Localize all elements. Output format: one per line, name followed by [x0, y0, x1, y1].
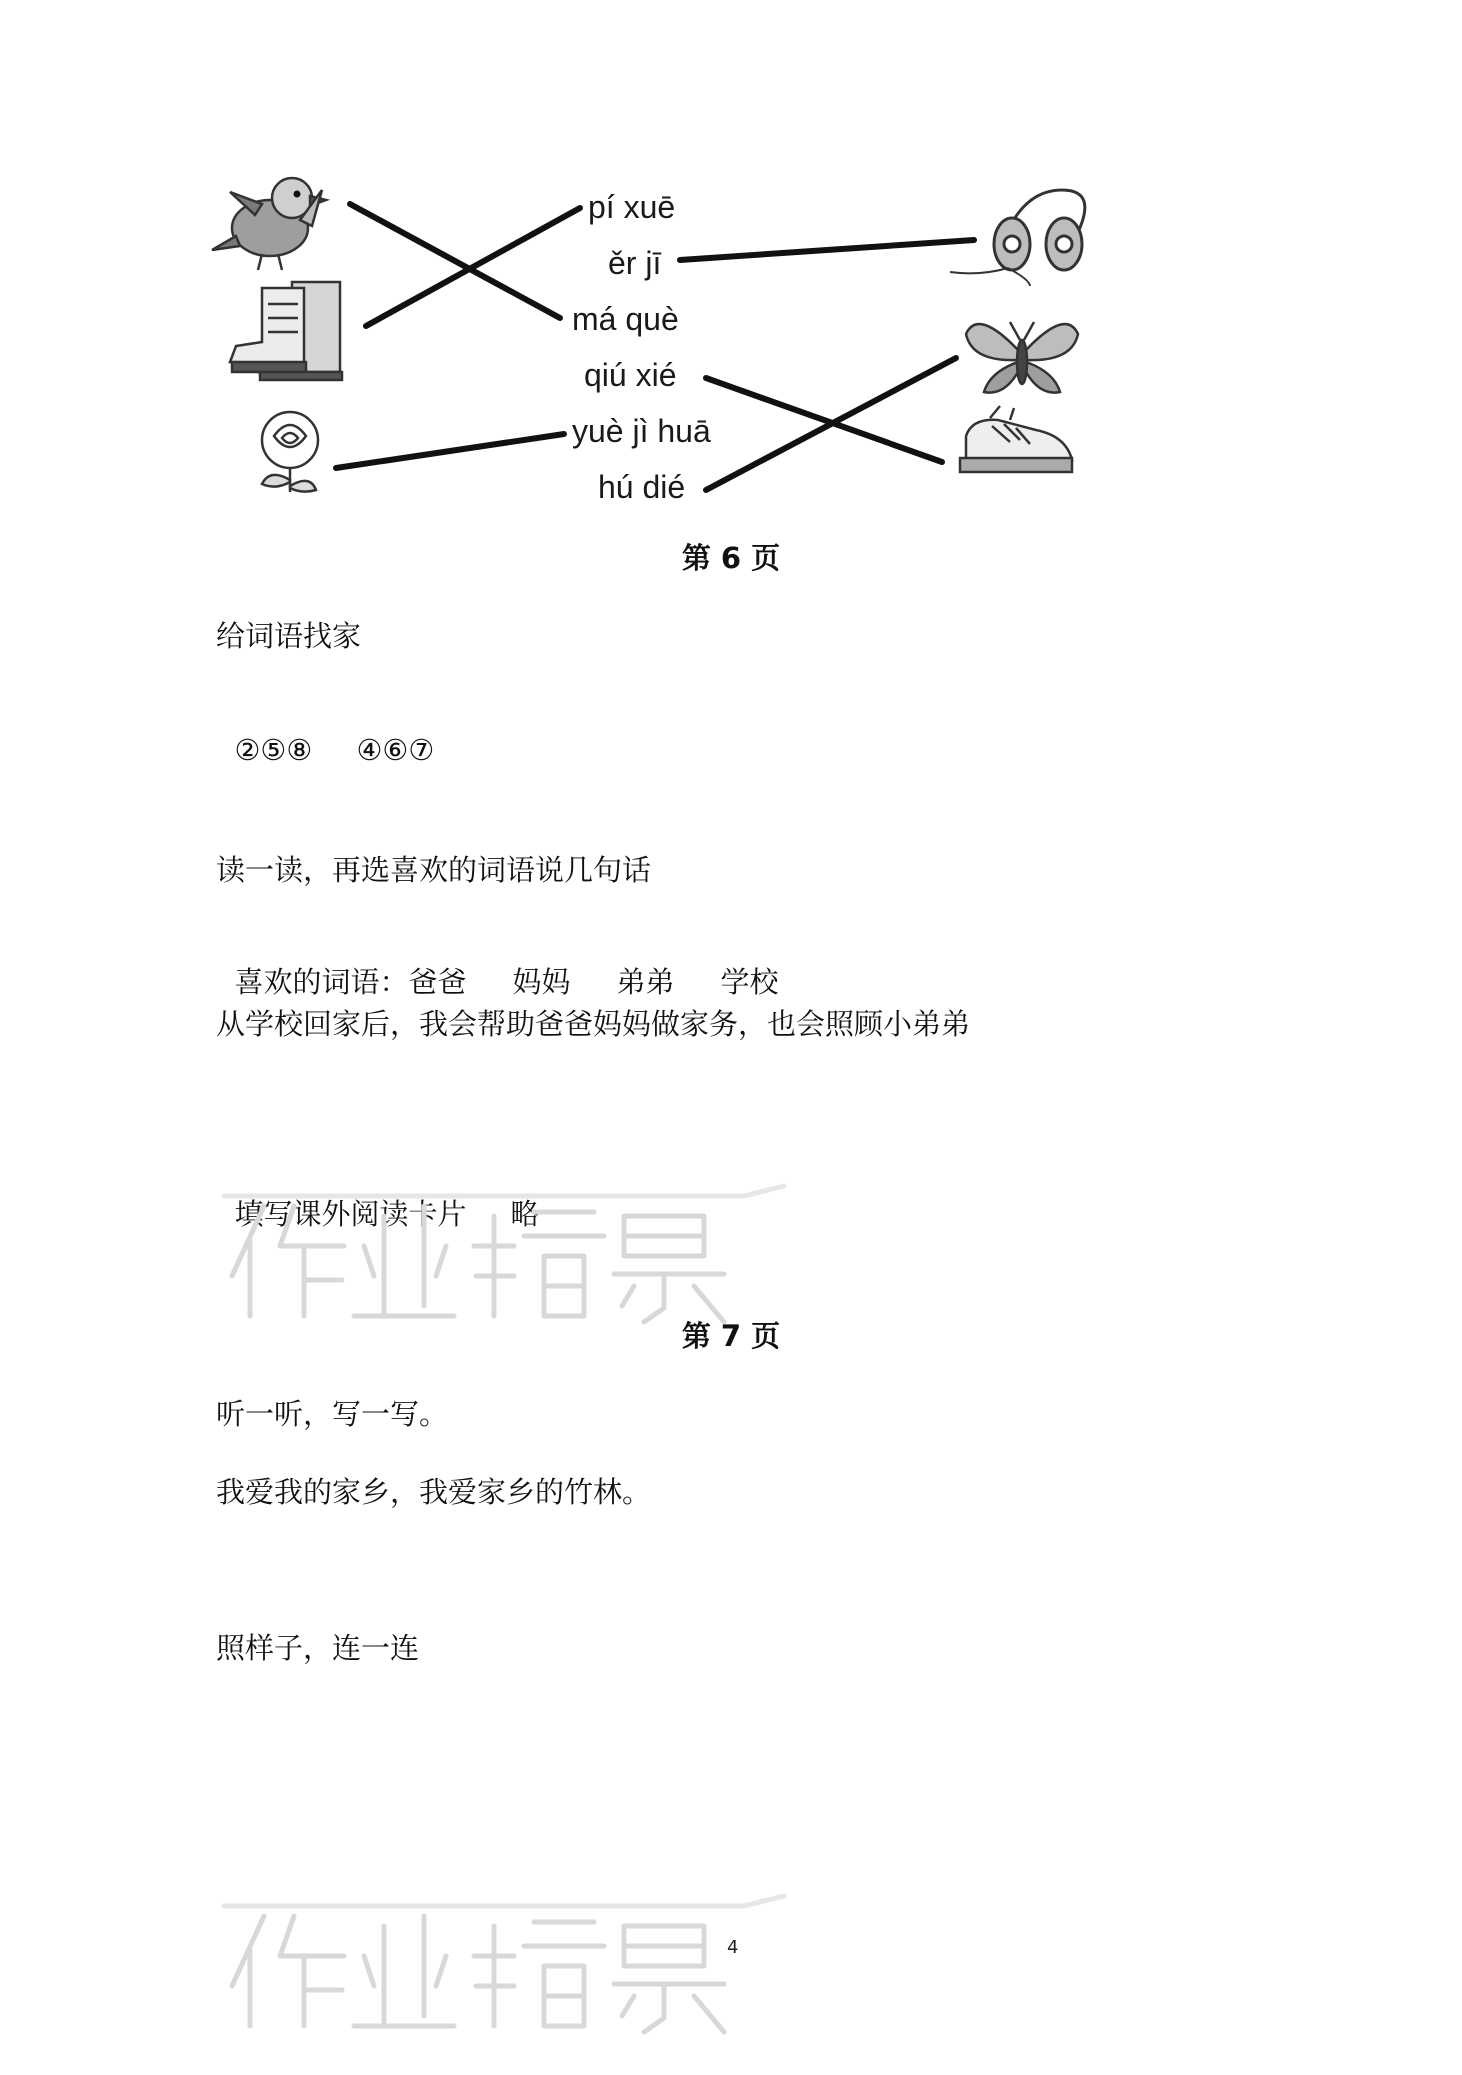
section-title: 照样子，连一连: [216, 1631, 420, 1665]
boots-picture: [230, 282, 342, 380]
bird-picture: [212, 178, 326, 270]
pinyin-label: qiú xié: [584, 357, 677, 393]
answer-row: [216, 696, 434, 768]
page-number: 4: [727, 1937, 739, 1958]
pinyin-label: yuè jì huā: [572, 413, 711, 449]
liked-words-row: [216, 928, 779, 1000]
dictation-answer: 我爱我的家乡，我爱家乡的竹林。: [216, 1475, 652, 1509]
rose-picture: [262, 412, 318, 492]
section-title: 听一听，写一写。: [216, 1397, 449, 1431]
match-line: [706, 358, 956, 490]
answer-group: ②⑤⑧: [234, 733, 313, 767]
liked-word: 妈妈: [512, 965, 571, 999]
matching-exercise: [0, 0, 1462, 520]
pinyin-label: hú dié: [598, 469, 686, 505]
section-title-row: [216, 1160, 539, 1232]
sneakers-picture: [960, 406, 1072, 472]
liked-word: 爸爸: [408, 965, 467, 999]
pinyin-label: má què: [572, 301, 679, 337]
match-line: [350, 204, 560, 318]
match-line: [680, 240, 974, 260]
section-title: 填写课外阅读卡片: [234, 1197, 467, 1231]
pinyin-label: ěr jī: [608, 245, 662, 281]
match-line: [336, 434, 564, 468]
section-title: 读一读，再选喜欢的词语说几句话: [216, 853, 652, 887]
page-6-heading: 第 6 页: [681, 541, 781, 575]
page-7-heading: 第 7 页: [681, 1319, 781, 1353]
liked-words-label: 喜欢的词语：: [234, 965, 409, 999]
answer-text: 略: [510, 1197, 540, 1231]
butterfly-picture: [966, 322, 1078, 393]
match-line: [706, 378, 942, 462]
liked-word: 学校: [720, 965, 779, 999]
answer-group: ④⑥⑦: [356, 733, 435, 767]
example-sentence: 从学校回家后，我会帮助爸爸妈妈做家务，也会照顾小弟弟: [216, 1007, 971, 1041]
section-title: 给词语找家: [216, 619, 362, 653]
pinyin-label: pí xuē: [588, 189, 676, 225]
liked-word: 弟弟: [616, 965, 675, 999]
